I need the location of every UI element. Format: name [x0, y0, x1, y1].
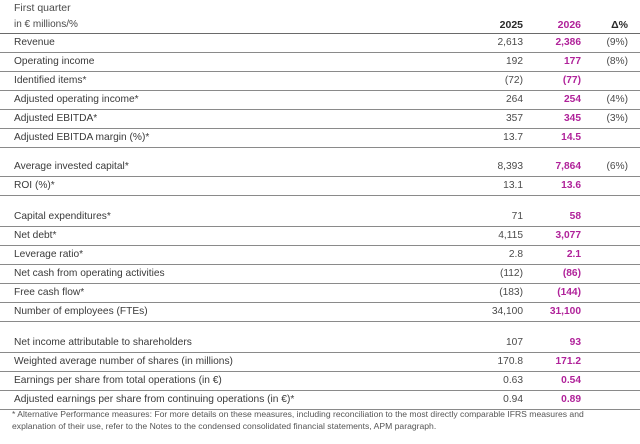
col-header-2026: 2026: [557, 19, 581, 31]
value-2026: 0.89: [561, 394, 581, 405]
value-delta: (3%): [606, 113, 628, 124]
table-section: [0, 334, 640, 410]
value-2026: 254: [564, 94, 581, 105]
value-2025: 107: [506, 337, 523, 348]
row-label: Net income attributable to shareholders: [14, 337, 192, 348]
value-2026: 14.5: [561, 132, 581, 143]
unit-label: in € millions/%: [14, 19, 78, 30]
value-2025: 170.8: [497, 356, 523, 367]
row-label: Leverage ratio*: [14, 249, 84, 260]
col-header-2025: 2025: [499, 19, 523, 31]
table-title: First quarter: [14, 2, 71, 14]
col-header-delta: Δ%: [611, 19, 628, 31]
table-row: [0, 265, 640, 284]
table-row: [0, 158, 640, 177]
value-2025: 192: [506, 56, 523, 67]
row-label: Earnings per share from total operations (in €): [14, 375, 222, 386]
table-row: [0, 246, 640, 265]
table-row: [0, 353, 640, 372]
row-label: Revenue: [14, 37, 55, 48]
footnote: * Alternative Performance measures: For more details on these measures, including reconciliation to the most directly comparable IFRS measures and explanation of their use, refer to the Notes to the condensed consolidated financial statements, APM paragraph.: [12, 409, 584, 431]
value-2026: 345: [564, 113, 581, 124]
value-2026: 2,386: [555, 37, 581, 48]
value-2026: (144): [557, 287, 581, 298]
row-label: Number of employees (FTEs): [14, 306, 148, 317]
value-2025: 8,393: [497, 161, 523, 172]
table-section: [0, 158, 640, 196]
table-row: [0, 91, 640, 110]
row-label: Adjusted earnings per share from continuing operations (in €)*: [14, 394, 295, 405]
table-section: [0, 34, 640, 148]
value-2025: (72): [504, 75, 523, 86]
value-delta: (6%): [606, 161, 628, 172]
value-2026: 177: [564, 56, 581, 67]
value-2025: 0.63: [503, 375, 523, 386]
value-delta: (8%): [606, 56, 628, 67]
value-2025: 2.8: [508, 249, 523, 260]
value-2025: 357: [506, 113, 523, 124]
value-2025: 34,100: [491, 306, 523, 317]
value-2025: 13.1: [503, 180, 523, 191]
row-label: Identified items*: [14, 75, 87, 86]
table-row: [0, 129, 640, 148]
row-label: Weighted average number of shares (in millions): [14, 356, 233, 367]
row-label: ROI (%)*: [14, 180, 55, 191]
value-2026: 171.2: [555, 356, 581, 367]
row-label: Operating income: [14, 56, 95, 67]
value-2025: 264: [506, 94, 523, 105]
table-section: [0, 208, 640, 322]
table-row: [0, 34, 640, 53]
value-2025: (112): [499, 268, 523, 279]
value-delta: (4%): [606, 94, 628, 105]
value-2026: 13.6: [561, 180, 581, 191]
value-2025: 2,613: [497, 37, 523, 48]
value-2026: 31,100: [549, 306, 581, 317]
table-row: [0, 303, 640, 322]
table-row: [0, 110, 640, 129]
value-2025: 13.7: [503, 132, 523, 143]
value-2026: 0.54: [561, 375, 581, 386]
table-row: [0, 53, 640, 72]
table-row: [0, 284, 640, 303]
table-row: [0, 227, 640, 246]
table-row: [0, 372, 640, 391]
value-2026: (86): [562, 268, 581, 279]
value-delta: (9%): [606, 37, 628, 48]
value-2025: 4,115: [498, 230, 523, 241]
value-2026: 93: [569, 337, 581, 348]
table-row: [0, 334, 640, 353]
row-label: Net debt*: [14, 230, 57, 241]
value-2026: 3,077: [555, 230, 581, 241]
row-label: Adjusted EBITDA*: [14, 113, 98, 124]
value-2025: (183): [499, 287, 523, 298]
row-label: Adjusted EBITDA margin (%)*: [14, 132, 150, 143]
row-label: Free cash flow*: [14, 287, 85, 298]
value-2026: (77): [562, 75, 581, 86]
value-2026: 58: [569, 211, 581, 222]
value-2026: 2.1: [566, 249, 581, 260]
value-2025: 0.94: [503, 394, 523, 405]
table-row: [0, 177, 640, 196]
row-label: Net cash from operating activities: [14, 268, 165, 279]
value-2025: 71: [511, 211, 523, 222]
row-label: Adjusted operating income*: [14, 94, 139, 105]
row-label: Capital expenditures*: [14, 211, 111, 222]
value-2026: 7,864: [555, 161, 581, 172]
table-row: [0, 72, 640, 91]
row-label: Average invested capital*: [14, 161, 129, 172]
table-row: [0, 208, 640, 227]
table-header: [0, 17, 640, 34]
